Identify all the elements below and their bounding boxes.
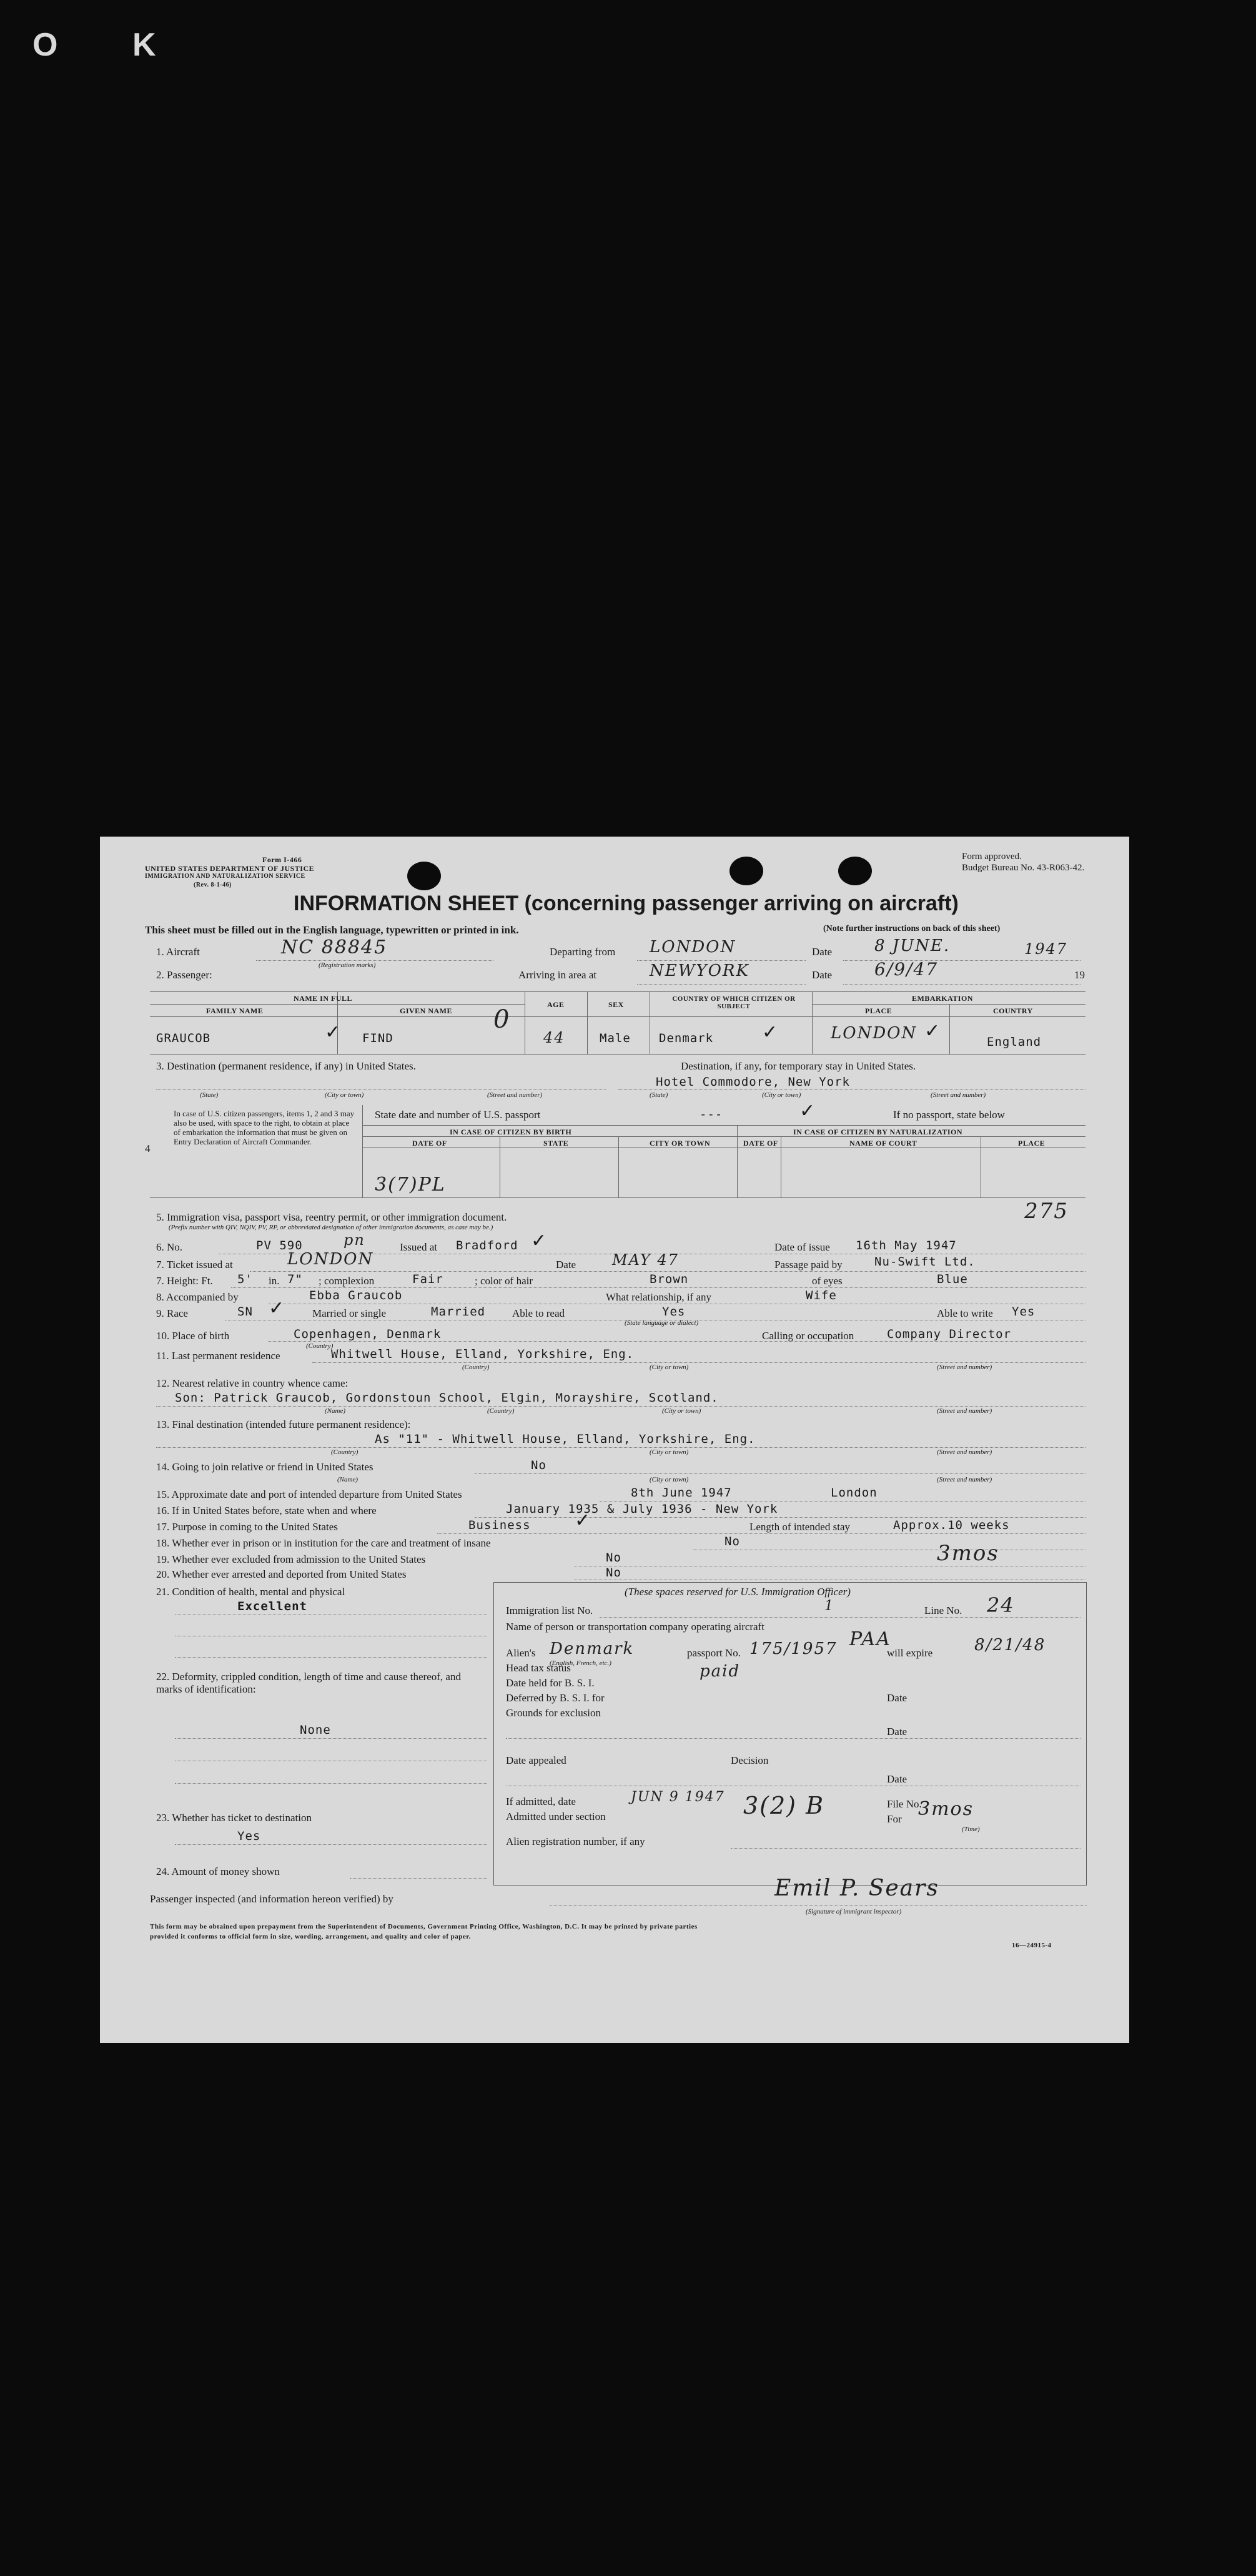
- visa-label: 5. Immigration visa, passport visa, reentry permit, or other immigration document.: [156, 1211, 507, 1223]
- check-mark-icon: ✓: [575, 1510, 591, 1531]
- alien-label: Alien's: [506, 1647, 536, 1659]
- embarkation-header: EMBARKATION: [912, 994, 973, 1003]
- stay-label: Length of intended stay: [749, 1521, 850, 1533]
- inspected-label: Passenger inspected (and information hereon verified) by: [150, 1893, 393, 1905]
- family-name-header: FAMILY NAME: [206, 1006, 264, 1015]
- eyes-value: Blue: [937, 1272, 968, 1286]
- embark-country-value: England: [987, 1035, 1042, 1049]
- annotation-number: 275: [1024, 1199, 1069, 1224]
- sub-label: (City or town): [762, 1091, 801, 1099]
- print-code: 16—24915-4: [1012, 1942, 1052, 1949]
- admitted-date: JUN 9 1947: [631, 1789, 725, 1805]
- arriving-label: Arriving in area at: [518, 969, 597, 981]
- calling-label: Calling or occupation: [762, 1330, 854, 1342]
- under-label: Admitted under section: [506, 1811, 606, 1822]
- date-of-header: DATE OF: [743, 1139, 778, 1148]
- age-value: 44: [543, 1029, 565, 1046]
- date-label: Date: [556, 1259, 576, 1271]
- place-header: PLACE: [865, 1006, 893, 1015]
- punch-hole: [838, 857, 872, 885]
- grounds-label: Grounds for exclusion: [506, 1707, 601, 1719]
- passport-no-value: 175/1957: [749, 1639, 838, 1658]
- eyes-label: of eyes: [812, 1275, 843, 1287]
- carrier-label: Name of person or transportation company operating aircraft: [506, 1621, 764, 1633]
- for-value: 3mos: [918, 1798, 974, 1820]
- sub-label: (English, French, etc.): [550, 1659, 611, 1667]
- annotation-handwritten: 3(7)PL: [375, 1174, 446, 1196]
- sub-label: (Country): [487, 1407, 515, 1415]
- arrival-year: 19: [1074, 969, 1085, 981]
- officer-heading: (These spaces reserved for U.S. Immigration Officer): [625, 1586, 851, 1598]
- ticket-destination-label: 23. Whether has ticket to destination: [156, 1812, 312, 1824]
- health-value: Excellent: [237, 1600, 307, 1613]
- date-issue-label: Date of issue: [774, 1241, 830, 1253]
- name-in-full-header: NAME IN FULL: [294, 994, 353, 1003]
- citizen-value: Denmark: [659, 1031, 714, 1045]
- check-mark-icon: ✓: [531, 1230, 547, 1252]
- service-name: IMMIGRATION AND NATURALIZATION SERVICE: [145, 873, 305, 880]
- deferred-label: Deferred by B. S. I. for: [506, 1692, 605, 1704]
- aircraft-label: 1. Aircraft: [156, 946, 200, 958]
- departure-value: 8th June 1947: [631, 1486, 732, 1500]
- ticket-label: 7. Ticket issued at: [156, 1259, 233, 1271]
- list-value: 1: [824, 1598, 834, 1614]
- no-passport-label: If no passport, state below: [893, 1109, 1005, 1121]
- write-label: Able to write: [937, 1307, 993, 1319]
- section-value: 3(2) B: [743, 1792, 825, 1819]
- place-header: PLACE: [1018, 1139, 1046, 1148]
- check-mark-icon: ✓: [799, 1100, 816, 1122]
- accomp-label: 8. Accompanied by: [156, 1291, 239, 1303]
- revision: (Rev. 8-1-46): [194, 882, 232, 888]
- hair-label: ; color of hair: [475, 1275, 533, 1287]
- date-label: Date: [812, 946, 833, 958]
- line-value: 24: [987, 1593, 1015, 1617]
- budget-bureau: Budget Bureau No. 43-R063-42.: [962, 863, 1085, 873]
- item-4-number: 4: [145, 1143, 151, 1154]
- alien-reg-label: Alien registration number, if any: [506, 1836, 645, 1847]
- passport-no-label: passport No.: [687, 1647, 741, 1659]
- sub-label: (Time): [962, 1826, 980, 1833]
- sub-label: (Street and number): [937, 1448, 992, 1456]
- race-value: SN: [237, 1305, 253, 1319]
- sex-value: Male: [600, 1031, 631, 1045]
- sub-label: (City or town): [650, 1476, 689, 1483]
- check-mark-icon: ✓: [269, 1297, 285, 1319]
- headtax-label: Head tax status: [506, 1662, 571, 1674]
- visa-annotation: pn: [344, 1231, 365, 1249]
- sub-label: (State): [200, 1091, 219, 1099]
- check-mark-icon: ✓: [762, 1021, 778, 1043]
- sub-label: (City or town): [662, 1407, 701, 1415]
- departure-year: 1947: [1024, 940, 1068, 958]
- final-dest-value: As "11" - Whitwell House, Elland, Yorkshire, Eng.: [375, 1432, 756, 1446]
- hair-value: Brown: [650, 1272, 689, 1286]
- date-label: Date: [887, 1726, 907, 1738]
- rel-value: Wife: [806, 1289, 837, 1302]
- sub-label: (Country): [462, 1364, 490, 1371]
- alien-value: Denmark: [550, 1639, 635, 1658]
- residence-value: Whitwell House, Elland, Yorkshire, Eng.: [331, 1347, 635, 1361]
- height-inches: 7": [287, 1272, 303, 1286]
- sub-label: (Street and number): [937, 1476, 992, 1483]
- decision-label: Decision: [731, 1754, 769, 1766]
- given-name-header: GIVEN NAME: [400, 1006, 453, 1015]
- sub-label: (Street and number): [487, 1091, 543, 1099]
- country-header: COUNTRY: [993, 1006, 1033, 1015]
- stay-value: Approx.10 weeks: [893, 1518, 1010, 1532]
- scan-mark-o: O: [32, 27, 58, 63]
- sex-header: SEX: [608, 1000, 624, 1009]
- relative-label: 12. Nearest relative in country whence came:: [156, 1377, 349, 1389]
- fine-print-1: This form may be obtained upon prepayment from the Superintendent of Documents, Government Printing Office, Washington, D.C. It may be printed by private parties: [150, 1923, 698, 1930]
- relative-value: Son: Patrick Graucob, Gordonstoun School, Elgin, Morayshire, Scotland.: [175, 1391, 719, 1405]
- given-name-value: FIND: [362, 1031, 393, 1045]
- agency-name: UNITED STATES DEPARTMENT OF JUSTICE: [145, 864, 315, 873]
- ticket-destination-value: Yes: [237, 1829, 261, 1843]
- height-label: 7. Height: Ft.: [156, 1275, 213, 1287]
- sub-label: (State language or dialect): [625, 1319, 699, 1327]
- aircraft-value: NC 88845: [281, 937, 388, 958]
- departure-port: London: [831, 1486, 878, 1500]
- married-label: Married or single: [312, 1307, 387, 1319]
- health-label: 21. Condition of health, mental and physical: [156, 1586, 345, 1598]
- date-label: Date: [887, 1773, 907, 1785]
- issued-label: Issued at: [400, 1241, 437, 1253]
- reg-note: (Registration marks): [319, 961, 376, 969]
- state-header: STATE: [543, 1139, 569, 1148]
- sub-label: (City or town): [650, 1448, 689, 1456]
- expire-value: 8/21/48: [974, 1636, 1046, 1654]
- date-label: Date: [812, 969, 833, 981]
- race-label: 9. Race: [156, 1307, 188, 1319]
- residence-label: 11. Last permanent residence: [156, 1350, 280, 1362]
- sub-label: (Name): [325, 1407, 345, 1415]
- excluded-label: 19. Whether ever excluded from admission to the United States: [156, 1553, 426, 1565]
- paid-value: Nu-Swift Ltd.: [874, 1255, 976, 1269]
- city-header: CITY OR TOWN: [650, 1139, 711, 1148]
- arriving-value: NEWYORK: [650, 961, 749, 980]
- complexion-label: ; complexion: [319, 1275, 375, 1287]
- us-passport-value: ---: [700, 1108, 723, 1121]
- sub-label: (City or town): [325, 1091, 364, 1099]
- information-sheet-document: [100, 837, 1129, 2043]
- file-label: File No.: [887, 1798, 922, 1810]
- page-title: INFORMATION SHEET (concerning passenger arriving on aircraft): [294, 892, 959, 915]
- check-mark-icon: ✓: [325, 1021, 341, 1043]
- complexion-value: Fair: [412, 1272, 443, 1286]
- form-number: Form I-466: [262, 855, 302, 864]
- read-label: Able to read: [512, 1307, 565, 1319]
- read-value: Yes: [662, 1305, 686, 1319]
- sub-label: (Street and number): [937, 1364, 992, 1371]
- ticket-value: LONDON: [287, 1250, 374, 1269]
- arrival-date: 6/9/47: [874, 959, 939, 980]
- held-label: Date held for B. S. I.: [506, 1677, 595, 1689]
- no-label: 6. No.: [156, 1241, 183, 1253]
- deported-value: No: [606, 1566, 621, 1580]
- country-citizen-header: COUNTRY OF WHICH CITIZEN OR SUBJECT: [672, 995, 796, 1010]
- note: (Note further instructions on back of this sheet): [823, 924, 1001, 933]
- issued-value: Bradford: [456, 1239, 518, 1252]
- sub-label: (State): [650, 1091, 668, 1099]
- headtax-value: paid: [700, 1662, 741, 1681]
- deported-label: 20. Whether ever arrested and deported from United States: [156, 1568, 407, 1580]
- write-value: Yes: [1012, 1305, 1036, 1319]
- join-relative-value: No: [531, 1458, 546, 1472]
- date-issue-value: 16th May 1947: [856, 1239, 957, 1252]
- carrier-value: PAA: [849, 1628, 891, 1650]
- sub-label: (City or town): [650, 1364, 689, 1371]
- destination-label: 3. Destination (permanent residence, if any) in United States.: [156, 1060, 416, 1072]
- age-header: AGE: [547, 1000, 565, 1009]
- in-label: in.: [269, 1275, 280, 1287]
- citizen-note: In case of U.S. citizen passengers, items 1, 2 and 3 may also be used, with space to the right, to obtain at place of embarkation the information that must be given on Entry Declaration of Aircraft Commander.: [174, 1109, 355, 1146]
- date-of-header: DATE OF: [412, 1139, 447, 1148]
- court-header: NAME OF COURT: [849, 1139, 917, 1148]
- calling-value: Company Director: [887, 1327, 1012, 1341]
- final-dest-label: 13. Final destination (intended future permanent residence):: [156, 1418, 411, 1430]
- date-label: Date: [887, 1692, 907, 1704]
- join-relative-label: 14. Going to join relative or friend in United States: [156, 1461, 373, 1473]
- punch-hole: [729, 857, 763, 885]
- height-feet: 5': [237, 1272, 253, 1286]
- us-passport-label: State date and number of U.S. passport: [375, 1109, 541, 1121]
- line-label: Line No.: [924, 1605, 962, 1616]
- before-label: 16. If in United States before, state when and where: [156, 1505, 377, 1517]
- rel-label: What relationship, if any: [606, 1291, 712, 1303]
- appealed-label: Date appealed: [506, 1754, 566, 1766]
- check-mark-icon: ✓: [924, 1020, 941, 1042]
- sub-label: (Name): [337, 1476, 358, 1483]
- birth-header: IN CASE OF CITIZEN BY BIRTH: [450, 1128, 572, 1136]
- signature-sub: (Signature of immigrant inspector): [806, 1908, 902, 1915]
- married-value: Married: [431, 1305, 486, 1319]
- form-approved: Form approved.: [962, 852, 1022, 862]
- visa-sub: (Prefix number with QIV, NQIV, PV, RP, or abbreviated designation of other immigration documents, as case may be.): [169, 1224, 493, 1231]
- visa-number: PV 590: [256, 1239, 303, 1252]
- deformity-value: None: [300, 1723, 331, 1737]
- sub-label: (Street and number): [937, 1407, 992, 1415]
- for-label: For: [887, 1813, 902, 1825]
- passenger-label: 2. Passenger:: [156, 969, 212, 981]
- scan-mark-k: K: [132, 27, 156, 63]
- sub-label: (Street and number): [931, 1091, 986, 1099]
- ticket-date: MAY 47: [612, 1251, 679, 1269]
- list-label: Immigration list No.: [506, 1605, 593, 1616]
- money-label: 24. Amount of money shown: [156, 1866, 280, 1877]
- birth-label: 10. Place of birth: [156, 1330, 230, 1342]
- expire-label: will expire: [887, 1647, 933, 1659]
- prison-value: No: [724, 1535, 740, 1548]
- family-name-value: GRAUCOB: [156, 1031, 211, 1045]
- naturalization-header: IN CASE OF CITIZEN BY NATURALIZATION: [793, 1128, 963, 1136]
- temp-destination-value: Hotel Commodore, New York: [656, 1075, 850, 1089]
- before-value: January 1935 & July 1936 - New York: [506, 1502, 778, 1516]
- deformity-label: 22. Deformity, crippled condition, length of time and cause thereof, and marks of identification:: [156, 1671, 461, 1695]
- fine-print-2: provided it conforms to official form in size, wording, arrangement, and quality and color of paper.: [150, 1933, 471, 1940]
- purpose-label: 17. Purpose in coming to the United States: [156, 1521, 338, 1533]
- temp-destination-label: Destination, if any, for temporary stay in United States.: [681, 1060, 916, 1072]
- excluded-annotation: 3mos: [937, 1541, 999, 1566]
- purpose-value: Business: [468, 1518, 531, 1532]
- instruction: This sheet must be filled out in the English language, typewritten or printed in ink.: [145, 924, 519, 936]
- excluded-value: No: [606, 1551, 621, 1565]
- birth-value: Copenhagen, Denmark: [294, 1327, 442, 1341]
- departing-value: LONDON: [650, 938, 736, 956]
- sub-label: (Country): [331, 1448, 359, 1456]
- punch-hole: [407, 862, 441, 890]
- circle-mark-icon: 0: [493, 1005, 511, 1034]
- sub-label: (Country): [306, 1342, 334, 1350]
- inspector-signature: Emil P. Sears: [774, 1875, 939, 1901]
- departure-date: 8 JUNE.: [874, 937, 951, 955]
- accomp-value: Ebba Graucob: [309, 1289, 403, 1302]
- departing-label: Departing from: [550, 946, 616, 958]
- departure-label: 15. Approximate date and port of intended departure from United States: [156, 1488, 462, 1500]
- embark-place-value: LONDON: [831, 1024, 917, 1043]
- paid-label: Passage paid by: [774, 1259, 843, 1271]
- admitted-label: If admitted, date: [506, 1796, 576, 1807]
- prison-label: 18. Whether ever in prison or in institution for the care and treatment of insane: [156, 1537, 491, 1549]
